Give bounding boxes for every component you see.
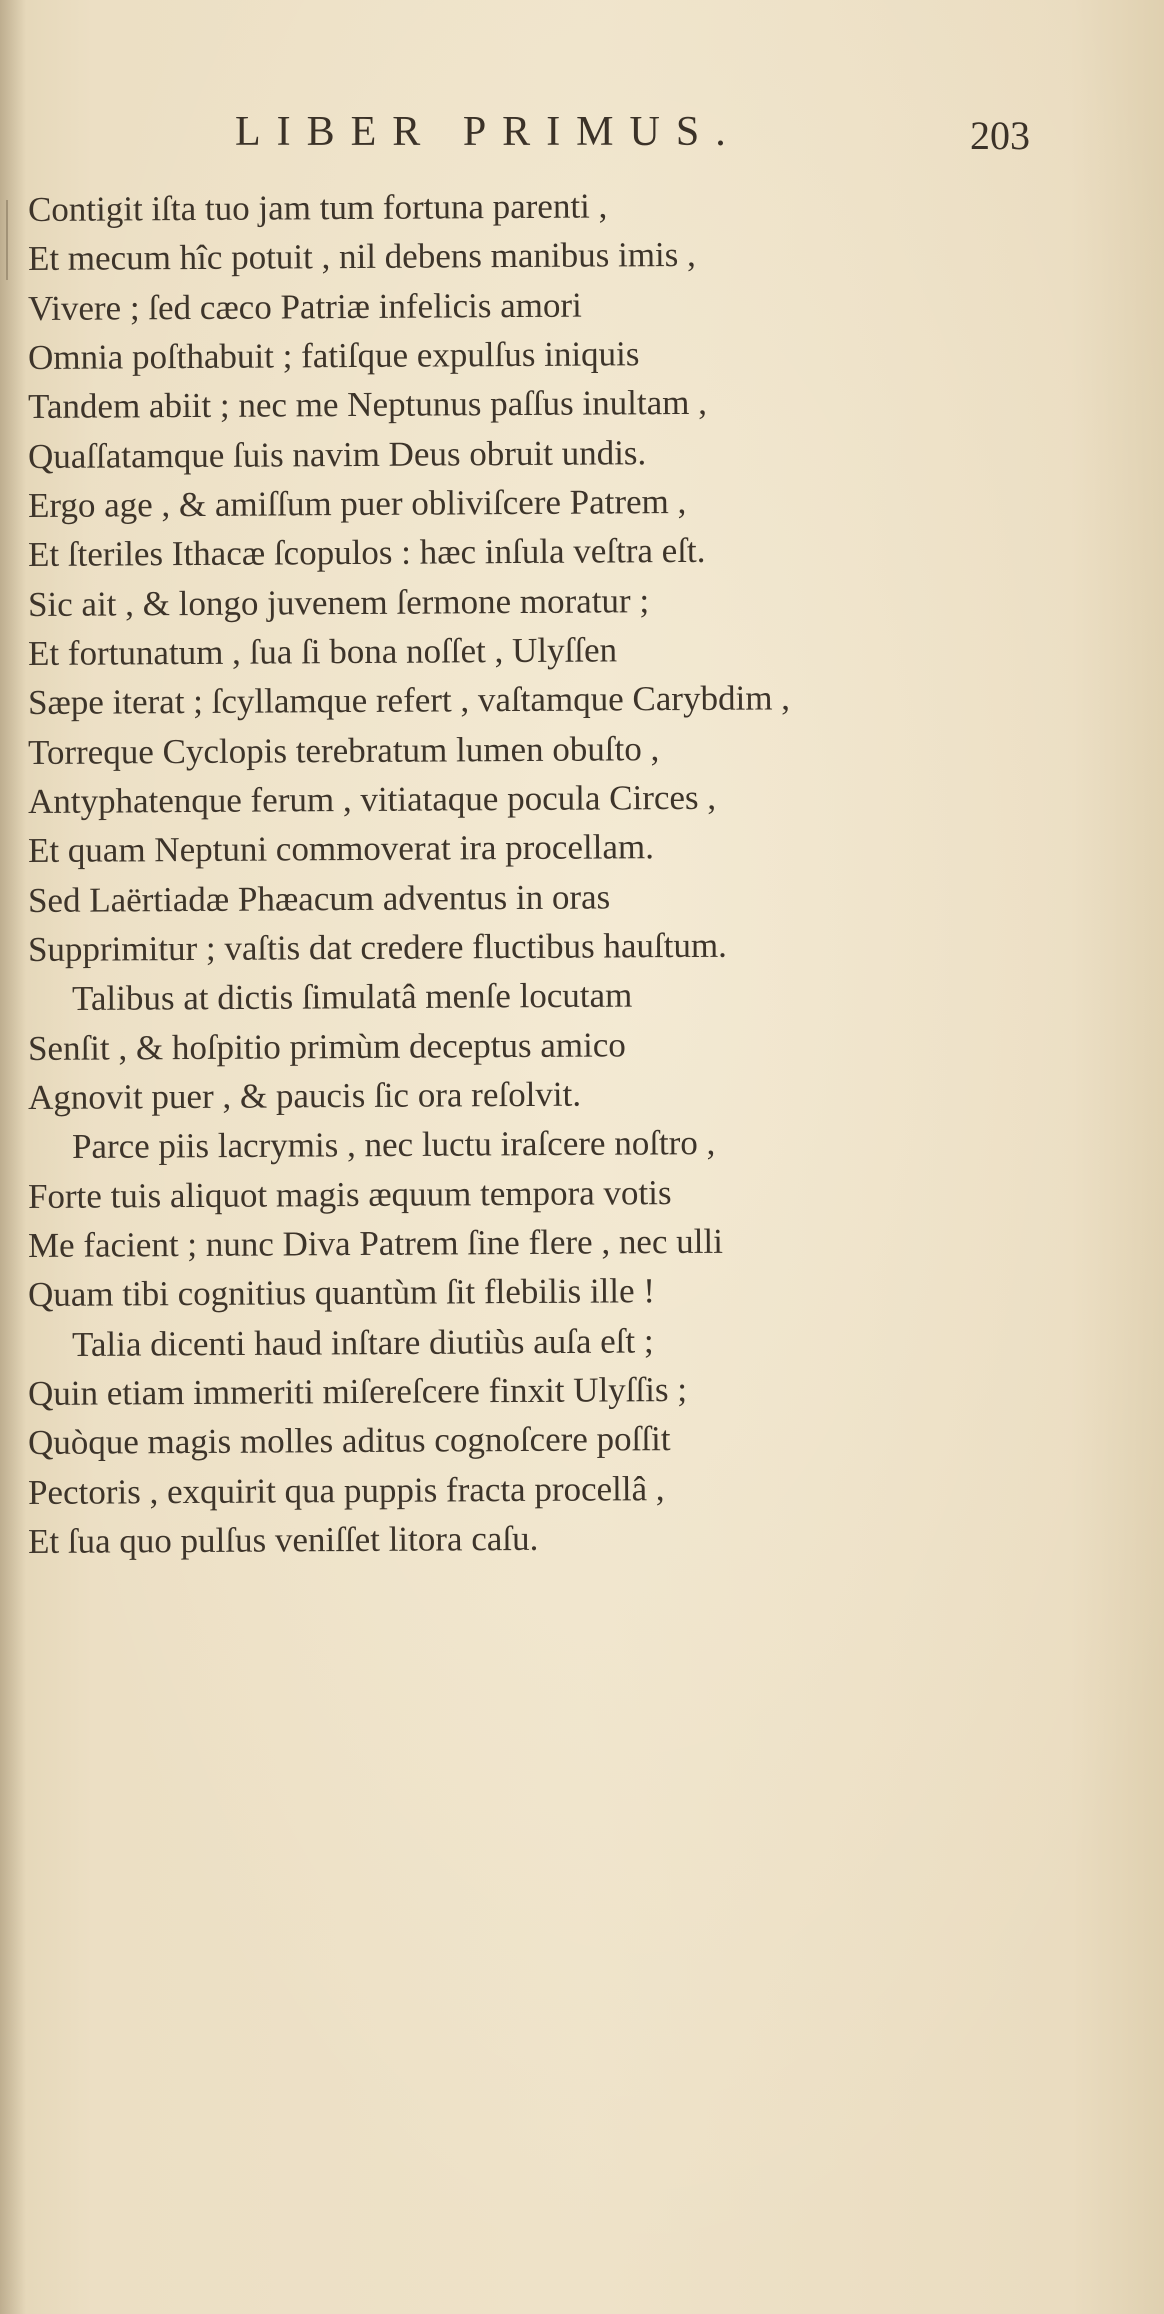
verse-line: Sæpe iterat ; ſcyllamque refert , vaſtamque Carybdim , <box>27 678 791 722</box>
verse-line: Senſit , & hoſpitio primùm deceptus amico <box>27 1025 626 1068</box>
page-number: 203 <box>970 113 1030 158</box>
verse-line: Talibus at dictis ſimulatâ menſe locutam <box>71 975 633 1018</box>
verse-line: Me facient ; nunc Diva Patrem ſine flere , nec ulli <box>27 1221 723 1265</box>
verse-line: Torreque Cyclopis terebratum lumen obuſto , <box>27 729 660 772</box>
verse-line: Talia dicenti haud inſtare diutiùs auſa eſt ; <box>71 1321 654 1364</box>
verse-line: Forte tuis aliquot magis æquum tempora votis <box>27 1173 672 1216</box>
verse-line: Vivere ; ſed cæco Patriæ infelicis amori <box>27 285 582 328</box>
verse-line: Et ſua quo pulſus veniſſet litora caſu. <box>27 1518 539 1561</box>
verse-line: Quaſſatamque ſuis navim Deus obruit undis. <box>27 433 647 476</box>
running-head: LIBER PRIMUS. <box>235 109 742 155</box>
verse-line: Quin etiam immeriti miſereſcere finxit Ulyſſis ; <box>27 1369 688 1413</box>
verse-line: Sic ait , & longo juvenem ſermone moratur ; <box>27 581 650 624</box>
verse-line: Sed Laërtiadæ Phæacum adventus in oras <box>27 877 611 920</box>
verse-line: Tandem abiit ; nec me Neptunus paſſus inultam , <box>27 382 708 426</box>
verse-line: Omnia poſthabuit ; fatiſque expulſus iniquis <box>27 334 640 377</box>
verse-line: Quam tibi cognitius quantùm ſit flebilis ille ! <box>27 1271 656 1314</box>
verse-line: Antyphatenque ferum , vitiataque pocula Circes , <box>27 777 717 821</box>
verse-line: Et fortunatum , ſua ſi bona noſſet , Ulyſſen <box>27 630 618 673</box>
verse-line: Et mecum hîc potuit , nil debens manibus imis , <box>27 234 696 278</box>
verse-line: Supprimitur ; vaſtis dat credere fluctibus hauſtum. <box>27 925 727 969</box>
verse-line: Et quam Neptuni commoverat ira procellam. <box>27 827 655 870</box>
verse-line: Contigit iſta tuo jam tum fortuna parenti , <box>27 186 608 229</box>
verse-line: Ergo age , & amiſſum puer obliviſcere Patrem , <box>27 481 687 525</box>
verse-line: Agnovit puer , & paucis ſic ora reſolvit. <box>27 1074 582 1117</box>
verse-line: Quòque magis molles aditus cognoſcere poſſit <box>27 1419 671 1462</box>
verse-line: Parce piis lacrymis , nec luctu iraſcere noſtro , <box>71 1123 716 1166</box>
verse-line: Et ſteriles Ithacæ ſcopulos : hæc inſula veſtra eſt. <box>27 530 706 574</box>
verse-line: Pectoris , exquirit qua puppis fracta procellâ , <box>27 1469 665 1512</box>
